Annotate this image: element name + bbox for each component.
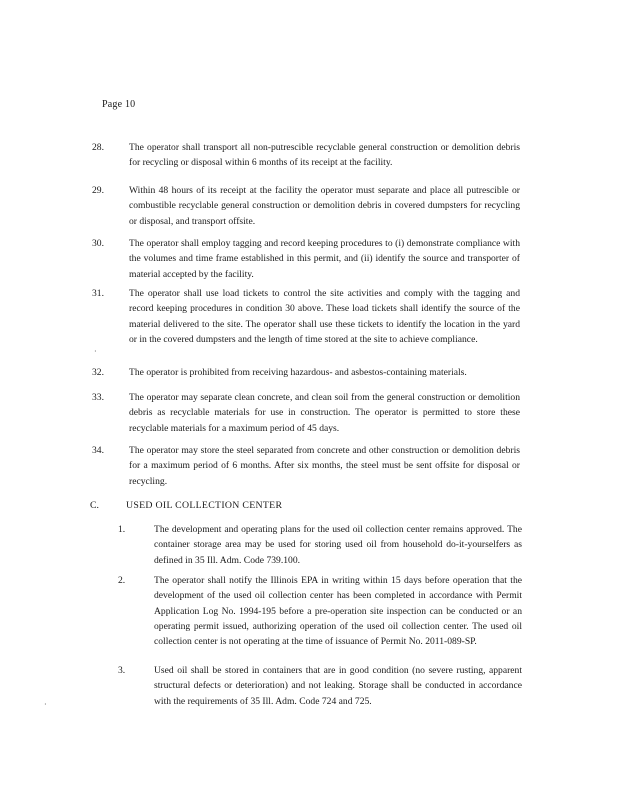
- condition-text: The operator shall use load tickets to control the site activities and comply with the tagging and record keeping procedures in condition 30 above. These load tickets shall identify the source of the material delivered to the site. The operator shall use these tickets to identify the location in the yard or in the covered dumpsters and the length of time stored at the site to achieve compliance.: [129, 288, 520, 345]
- section-title: USED OIL COLLECTION CENTER: [126, 500, 283, 511]
- condition-number: 33.: [92, 392, 104, 403]
- page-header: Page 10: [102, 99, 136, 110]
- subitem-number: 1.: [118, 524, 126, 535]
- condition-text: Within 48 hours of its receipt at the facility the operator must separate and place all putrescible or combustible recyclable general construction or demolition debris in covered dumpsters for recycling or disposal, and transport offsite.: [129, 185, 520, 227]
- scan-speck: ·: [94, 347, 97, 356]
- condition-number: 29.: [92, 185, 104, 196]
- condition-text: The operator shall transport all non-putrescible recyclable general construction or demolition debris for recycling or disposal within 6 months of its receipt at the facility.: [129, 142, 520, 169]
- condition-number: 31.: [92, 288, 104, 299]
- condition-number: 28.: [92, 142, 104, 153]
- scan-speck: ·: [44, 700, 47, 709]
- section-letter: C.: [90, 500, 99, 511]
- subitem-text: The operator shall notify the Illinois EPA in writing within 15 days before operation that the development of the used oil collection center has been completed in accordance with Permit Application Log No. 1994-195 before a pre-operation site inspection can be conducted or an operating permit issued, authorizing operation of the used oil collection center. The used oil collection center is not operating at the time of issuance of Permit No. 2011-089-SP.: [154, 575, 522, 648]
- subitem-text: Used oil shall be stored in containers that are in good condition (no severe rusting, apparent structural defects or deterioration) and not leaking. Storage shall be conducted in accordance with the requirements of 35 Ill. Adm. Code 724 and 725.: [154, 665, 522, 707]
- condition-text: The operator may separate clean concrete, and clean soil from the general construction or demolition debris as recyclable materials for use in construction. The operator is permitted to store these recyclable materials for a maximum period of 45 days.: [129, 392, 520, 434]
- subitem-number: 3.: [118, 665, 126, 676]
- condition-number: 32.: [92, 367, 104, 378]
- condition-number: 30.: [92, 238, 104, 249]
- subitem-number: 2.: [118, 575, 126, 586]
- condition-text: The operator shall employ tagging and record keeping procedures to (i) demonstrate compliance with the volumes and time frame established in this permit, and (ii) identify the source and transporter of material accepted by the facility.: [129, 238, 520, 280]
- condition-text: The operator may store the steel separated from concrete and other construction or demolition debris for a maximum period of 6 months. After six months, the steel must be sent offsite for disposal or recycling.: [129, 445, 520, 487]
- subitem-text: The development and operating plans for the used oil collection center remains approved. The container storage area may be used for storing used oil from household do-it-yourselfers as defined in 35 Ill. Adm. Code 739.100.: [154, 524, 522, 566]
- condition-text: The operator is prohibited from receiving hazardous- and asbestos-containing materials.: [129, 367, 467, 378]
- condition-number: 34.: [92, 445, 104, 456]
